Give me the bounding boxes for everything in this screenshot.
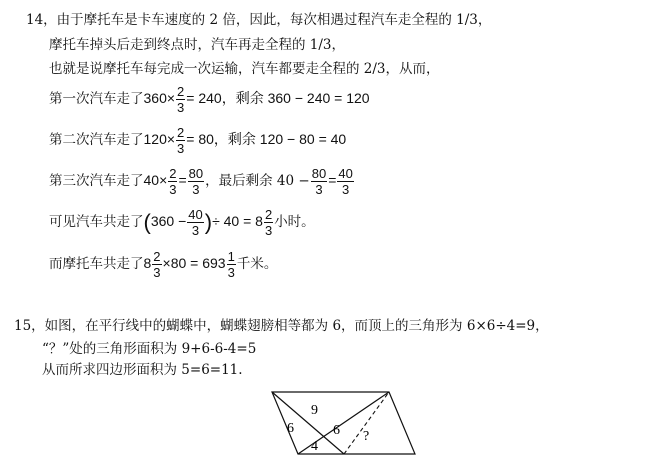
label-bottom: 4 [311,439,318,454]
step-4-label: 可见汽车共走了 [49,214,144,230]
p14-step-4: 可见汽车共走了(360 − $\frac{40}{3}$ )÷ 40 = 8 $\frac{2}{3}$ 小时。 [49,207,315,238]
p15-line-1: 15，如图，在平行线中的蝴蝶中，蝴蝶翅膀相等都为 6，而顶上的三角形为 6×6÷4=9， [14,318,549,334]
p15-line-2: “？”处的三角形面积为 9+6-6-4=5 [42,341,257,357]
step-3-fraction-3: $\frac{80}{3}$ [311,166,327,197]
step-5-mixed-2: $\frac{1}{3}$ [227,249,235,280]
step-3-fraction: $\frac{2}{3}$ [169,166,177,197]
p15-line-3: 从而所求四边形面积为 5=6=11. [42,362,243,378]
step-1-result: = 240，剩余 360 − 240 = 120 [186,90,370,106]
step-5-label: 而摩托车共走了 [49,256,144,272]
step-2-label: 第二次汽车走了 [49,132,144,148]
p14-line-3: 也就是说摩托车每完成一次运输，汽车都要走全程的 2/3，从而， [49,61,440,77]
step-3-fraction-2: $\frac{80}{3}$ [188,166,204,197]
step-3-fraction-4: $\frac{40}{3}$ [338,166,353,197]
step-4-fraction: $\frac{40}{3}$ [188,207,203,238]
step-5-mixed-1: $\frac{2}{3}$ [153,249,161,280]
step-3-label: 第三次汽车走了 [49,173,144,189]
p14-step-3: 第三次汽车走了40× $\frac{2}{3}$ = $\frac{80}{3}$ ，最后剩余 40 − $\frac{80}{3}$ = $\frac{40}{3}$ [49,166,353,197]
step-3-factor: 40× [143,172,168,188]
step-2-fraction: $\frac{2}{3}$ [177,125,185,156]
step-3-remaining: ，最后剩余 40 − [205,173,310,189]
label-question: ? [363,429,370,444]
p14-step-5: 而摩托车共走了8 $\frac{2}{3}$ ×80 = 693 $\frac{1}{3}$ 千米。 [49,249,278,280]
step-1-factor: 360× [143,90,176,106]
dashed-line [344,392,389,454]
butterfly-figure [265,390,425,460]
p14-step-1 [49,84,370,115]
p14-line-1: 14，由于摩托车是卡车速度的 2 倍，因此，每次相遇过程汽车走全程的 1/3， [26,12,492,28]
p14-step-2 [49,125,346,156]
label-left: 6 [287,421,294,436]
step-1-fraction: $\frac{2}{3}$ [177,84,185,115]
step-4-mixed-fraction: $\frac{2}{3}$ [264,207,273,238]
label-top: 9 [311,403,318,418]
step-2-factor: 120× [143,131,176,147]
p14-line-2: 摩托车掉头后走到终点时，汽车再走全程的 1/3， [49,37,346,53]
step-2-result: = 80，剩余 120 − 80 = 40 [186,131,347,147]
step-1-label: 第一次汽车走了 [49,91,144,107]
label-right: 6 [333,423,340,438]
